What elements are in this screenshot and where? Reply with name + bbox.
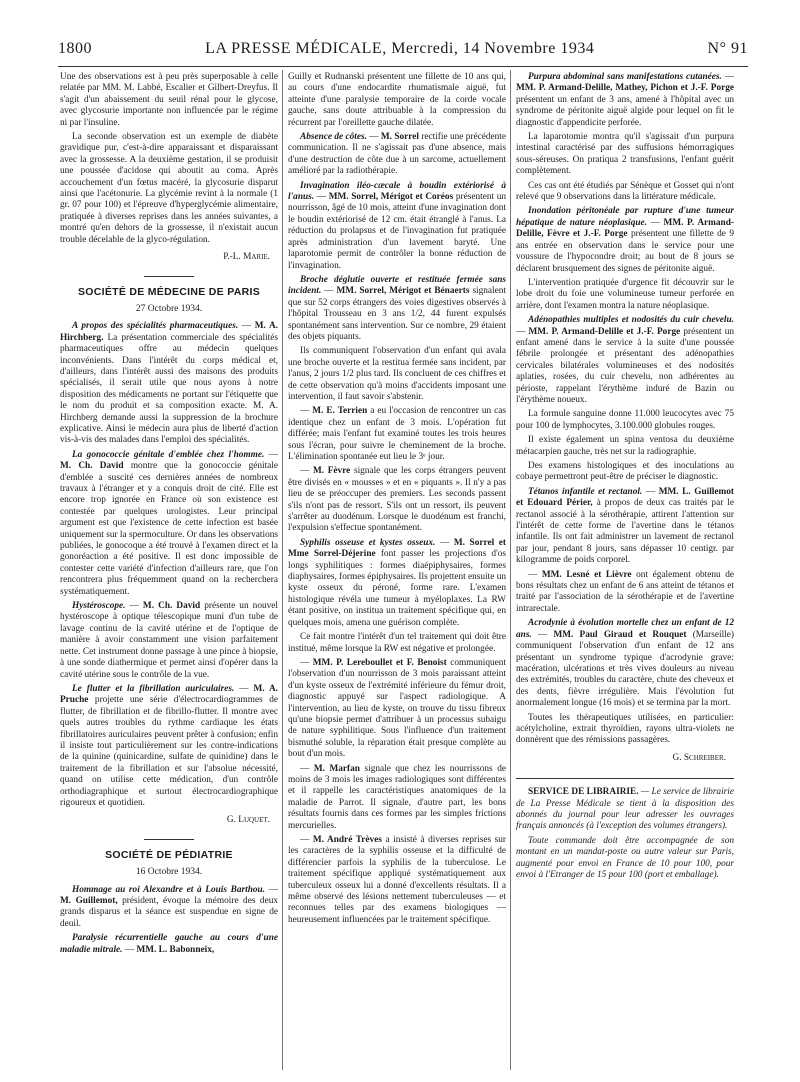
article-title: A propos des spécialités pharmaceutiques. — [72, 321, 239, 332]
article-author: M. Ch. David — [60, 461, 124, 472]
article-body: signale que les corps étrangers peuvent être divisés en « mousses » et en « piquants ». Il n'y a pas lieu de se préoccuper des premiers. Les seconds passent s'ils n'ont pas de ressort. S'ils ont un ressort, ils peuvent s'arrêter au duodénum. Lorsque le duodénum est franchi, l'expulsion s'effectue spontanément. — [288, 466, 506, 534]
article-author: M. Sorrel et Mme Sorrel-Déjerine — [288, 537, 506, 560]
article-body: montre que la gonococcie génitale d'emblée a suscité ces dernières années de nombreux travaux à l'étranger et y a conquis droit de cité. Elle est encore trop ignorée en France où son existence est contestée par quelques urologistes. Leur principal argument est que l'existence de cette infection est basée uniquement sur la spermoculture. Or dans les observations publiées, le gonocoque a été trouvé à l'examen direct et la gonoréaction a été positive. Il est donc impossible de contester cette variété d'infection d'ailleurs rare, que l'on rencontrera plus fréquemment quand on la recherchera systématiquement. — [60, 461, 278, 597]
section-title: SOCIÉTÉ DE PÉDIATRIE — [105, 848, 233, 861]
article-author: M. Ch. David — [142, 601, 201, 612]
session-date: 16 Octobre 1934. — [135, 867, 203, 878]
article-title: Tétanos infantile et rectanol. — [528, 486, 643, 497]
paragraph: Il existe également un spina ventosa du deuxième métacarpien gauche, très net sur la radiographie. — [516, 435, 734, 457]
article-body: a eu l'occasion de rencontrer un cas identique chez un enfant de 3 mois. L'opération fut différée; mais l'enfant fut examiné toutes les trois heures sous l'écran, pour suivre le cheminement de la broche. L'élimination spontanée eut lieu le 3ᵉ jour. — [288, 406, 506, 462]
column-2 — [288, 72, 506, 1072]
article-author: MM. P. Armand-Delille, Fèvre et J.-F. Porge — [516, 217, 734, 240]
article-title: Inondation péritonéale par rupture d'une tumeur hépatique de nature néoplasique. — [516, 206, 734, 228]
article-author: M. Fèvre — [312, 466, 351, 477]
article: Syphilis osseuse et kystes osseux. — M. Sorrel et Mme Sorrel-Déjerine font passer les projections d'os longs syphilitiques : formes diaépiphysaires, formes diaphysaires, formes épiphysaires. Ils projettent ensuite un kyste osseux du péroné, forme rare. L'examen histologique révéla une tumeur à myéloplaxes. La RW étant positive, on institua un traitement spécifique qui, en quelques mois, amena une guérison complète. — [288, 537, 506, 628]
article-body: communiquent l'observation d'un nourrisson de 3 mois paraissant atteint d'un kyste osseux de l'extrémité inférieure du fémur droit, diagnostic appuyé sur l'aspect radiologique. A l'intervention, au lieu de kyste, on trouve du tissu fibreux qu'une biopsie permet d'attribuer à un processus subaigu de nature syphilitique. Sous l'influence d'un traitement bismuthé soluble, la réparation était presque complète au bout d'un mois. — [288, 657, 506, 760]
journal-title: LA PRESSE MÉDICALE, Mercredi, 14 Novembre 1934 — [205, 40, 595, 57]
article: Hommage au roi Alexandre et à Louis Barthou. — M. Guillemot, président, évoque la mémoire des deux grands disparus et la séance est suspendue en signe de deuil. — [60, 884, 278, 929]
article: Adénopathies multiples et nodosités du cuir chevelu. — MM. P. Armand-Delille et J.-F. Porge présentent un enfant amené dans le service à la suite d'une poussée fébrile prolongée et présentant des adénopathies cervicales bilatérales volumineuses et des nodosités aplaties, rosées, du cuir chevelu, non adhérentes au périoste, rappelant l'érythème induré de Bazin ou l'érythème noueux. — [516, 315, 734, 405]
article: A propos des spécialités pharmaceutiques. — M. A. Hirchberg. La présentation commerciale des spécialités pharmaceutiques offre au médecin quelques inconvénients. Dans l'intérêt du corps médical et, d'ailleurs, dans l'intérêt aussi des maisons des produits spécialisés, il serait utile que nous ayons à notre disposition des médicaments ne portant sur l'étiquette que le nom du produit et sa composition exacte. M. A. Hirchberg demande aussi la suppression de la brochure explicative. Ainsi le médecin aura plus de liberté d'action vis-à-vis des malades dans l'emploi des spécialités. — [60, 321, 278, 446]
article-title: Invagination iléo-cæcale à boudin extériorisé à l'anus. — [288, 180, 506, 203]
article: Le flutter et la fibrillation auriculaires. — M. A. Pruche projette une série d'électrocardiogrammes de flutter, de fibrillation et de fibrillo-flutter. Il montre avec quels autres troubles du rythme cardiaque les états fibrillatoires auriculaires peuvent prêter à confusion; enfin il insiste tout particulièrement sur les contre-indications de la quinine (quinicardine, sulfate de quinidine) dans le traitement de la fibrillation et sur l'absolue nécessité, quand on utilise cette médication, d'un contrôle orthodiagraphique et surtout électrocardiographique rigoureux et quotidien. — [60, 683, 278, 808]
article-body: présentent un nourrisson, âgé de 10 mois, atteint d'une invagination dont le boudin extériorisé de 12 cm. était étranglé à l'anus. La réduction du prolapsus et de l'invagination fut pratiquée après administration d'un lavement baryté. Une laparotomie permit de contrôler la bonne réduction de l'invagination. — [288, 192, 506, 271]
article-title: Broche déglutie ouverte et restituée fermée sans incident. — [288, 274, 506, 297]
article-title: Syphilis osseuse et kystes osseux. — [300, 537, 436, 548]
article: — M. André Trèves a insisté à diverses reprises sur les caractères de la syphilis osseuse et la difficulté de différencier parfois la syphilis de la tuberculose. Le traitement spécifique appliqué systématiquement aux tuberculeux osseux lui a donné d'excellents résultats. Il a même observé des lésions nettement tuberculeuses — et reconnues telles par des examens biologiques — heureusement influencées par le traitement spécifique. — [288, 835, 506, 925]
paragraph: La seconde observation est un exemple de diabète gravidique pur, c'est-à-dire apparaissant et disparaissant avec la grossesse. A la deuxième gestation, il se produisit une poussée d'acidose qui aboutit au coma. Après accouchement d'un fœtus macéré, la glycosurie disparut ainsi que l'acétonurie. La glycémie revint à la normale (1 gr. 07 pour 100) et l'épreuve d'hyperglycémie alimentaire, pratiquée à diverses reprises dans les années suivantes, a montré qu'en dehors de la grossesse, il n'existait aucun trouble décelable de la glyco-régulation. — [60, 132, 278, 245]
article-body: rectifie une précédente communication. Il ne s'agissait pas d'une absence, mais d'une destruction de côte due à un sarcome, actuellement amélioré par la radiothérapie. — [288, 132, 506, 177]
article: Broche déglutie ouverte et restituée fermée sans incident. — MM. Sorrel, Mérigot et Bénaerts signalent que sur 52 corps étrangers des voies digestives observés à l'hôpital Trousseau en 3 ans 1/2, 44 furent expulsés spontanément sans intervention. Sur ce nombre, 29 étaient des objets piquants. — [288, 274, 506, 342]
article-title: Acrodynie à évolution mortelle chez un enfant de 12 ans. — [516, 618, 734, 640]
article-author: MM. Lesné et Lièvre — [541, 569, 632, 580]
article-body: présente un nouvel hystéroscope à optique télescopique muni d'un tube de lavage continu de la cavité utérine et de l'optique de manière à avoir constamment une vision parfaitement nette. Cet instrument donne passage à une pince à biopsie, à une sonde diathermique et permet ainsi d'opérer dans la cavité utérine sous le contrôle de la vue. — [60, 601, 278, 680]
article-title: Purpura abdominal sans manifestations cutanées. — [528, 72, 722, 82]
article: Inondation péritonéale par rupture d'une tumeur hépatique de nature néoplasique. — MM. P. Armand-Delille, Fèvre et J.-F. Porge présentent une fillette de 9 ans entrée en observation dans le service pour une voussure de l'hypocondre droit; au bout de 8 jours se déclarent brusquement des signes de péritonite aiguë. — [516, 206, 734, 274]
section-rule — [144, 276, 194, 277]
article-body: La présentation commerciale des spécialités pharmaceutiques offre au médecin quelques inconvénients. Dans l'intérêt du corps médical et, d'ailleurs, dans l'intérêt aussi des maisons des produits spécialisés, il serait utile que nous ayons à notre disposition des médicaments ne portant sur l'étiquette que le nom du produit et sa composition exacte. M. A. Hirchberg demande aussi la suppression de la brochure explicative. Ainsi le médecin aura plus de liberté d'action vis-à-vis des malades dans l'emploi des spécialités. — [60, 332, 278, 446]
paragraph: Toutes les thérapeutiques utilisées, en particulier: acétylcholine, extrait thyroïdien, rayons ultra-violets ne donnèrent que des rémissions passagères. — [516, 712, 734, 746]
author-signature: G. Luquet. — [226, 815, 270, 826]
article-author: MM. P. Armand-Delille et J.-F. Porge — [528, 326, 681, 337]
article-author: M. Sorrel — [380, 132, 419, 143]
paragraph: Guilly et Rudnanski présentent une fillette de 10 ans qui, au cours d'une endocardite rhumatismale aiguë, fut atteinte d'une paralysie temporaire de la corde vocale gauche, sans doute attribuable à la compression du récurrent par l'oreillette gauche dilatée. — [288, 72, 506, 128]
article-body: signale que chez les nourrissons de moins de 3 mois les images radiologiques sont différentes et il rappelle les caractéristiques anatomiques de la maladie de Parrot. Il signale, d'autre part, les bons résultats fournis dans ces formes par les simples frictions mercurielles. — [288, 763, 506, 831]
article: Invagination iléo-cæcale à boudin extériorisé à l'anus. — MM. Sorrel, Mérigot et Coréos présentent un nourrisson, âgé de 10 mois, atteint d'une invagination dont le boudin extériorisé de 12 cm. était étranglé à l'anus. La réduction du prolapsus et de l'invagination fut pratiquée après administration d'un lavement baryté. Une laparotomie permit de contrôler la bonne réduction de l'invagination. — [288, 180, 506, 271]
article-body: ont également obtenu de bons résultats chez un enfant de 6 ans atteint de tétanos et traité par l'association de la sérothérapie et de l'avertine intrarectale. — [516, 569, 734, 614]
article-title: Paralysie récurrentielle gauche au cours d'une maladie mitrale. — [60, 933, 278, 955]
article-author: M. Guillemot, — [60, 896, 118, 906]
article: — M. Marfan signale que chez les nourrissons de moins de 3 mois les images radiologiques sont différentes et il rappelle les caractéristiques anatomiques de la maladie de Parrot. Il signale, d'autre part, les bons résultats fournis dans ces formes par les simples frictions mercurielles. — [288, 763, 506, 831]
session-date: 27 Octobre 1934. — [135, 303, 203, 314]
paragraph: La formule sanguine donne 11.000 leucocytes avec 75 pour 100 de lymphocytes, 3.100.000 globules rouges. — [516, 409, 734, 431]
author-signature: G. Schreiber. — [672, 752, 726, 763]
paragraph: Des examens histologiques et des inoculations au cobaye permettront peut-être de préciser le diagnostic. — [516, 461, 734, 483]
article-author: MM. L. Babonneix, — [136, 944, 215, 955]
article: Hystéroscope. — M. Ch. David présente un nouvel hystéroscope à optique télescopique muni d'un tube de lavage continu de la cavité utérine et de l'optique de manière à avoir constamment une vision parfaitement nette. Cet instrument donne passage à une pince à biopsie, à une sonde diathermique et permet ainsi d'opérer dans la cavité utérine sous le contrôle de la vue. — [60, 601, 278, 680]
article: — MM. Lesné et Lièvre ont également obtenu de bons résultats chez un enfant de 6 ans atteint de tétanos et traité par l'association de la sérothérapie et de l'avertine intrarectale. — [516, 569, 734, 614]
article-title: Absence de côtes. — [300, 132, 367, 143]
article-title: La gonococcie génitale d'emblée chez l'homme. — [72, 449, 265, 460]
article-body: Le service de librairie de La Presse Médicale se tient à la disposition des abonnés du journal pour leur adresser les ouvrages français annoncés (à l'exception des volumes étrangers). — [516, 787, 734, 832]
section-rule — [144, 839, 194, 840]
article-author: MM. P. Lereboullet et F. Benoist — [312, 657, 447, 668]
article-author: MM. L. Guillemot et Edouard Périer, — [516, 486, 734, 509]
article: SERVICE DE LIBRAIRIE. — Le service de librairie de La Presse Médicale se tient à la disposition des abonnés du journal pour leur adresser les ouvrages français annoncés (à l'exception des volumes étrangers). — [516, 787, 734, 832]
article: Paralysie récurrentielle gauche au cours d'une maladie mitrale. — MM. L. Babonneix, — [60, 933, 278, 955]
article-body: président, évoque la mémoire des deux grands disparus et la séance est suspendue en signe de deuil. — [60, 896, 278, 929]
article-body: a insisté à diverses reprises sur les caractères de la syphilis osseuse et la difficulté de différencier parfois la syphilis de la tuberculose. Le traitement spécifique appliqué systématiquement aux tuberculeux osseux lui a donné d'excellents résultats. Il a même observé des lésions nettement tuberculeuses — et reconnues telles par des examens biologiques — heureusement influencées par le traitement spécifique. — [288, 835, 506, 925]
column-3 — [516, 72, 734, 1072]
article: Acrodynie à évolution mortelle chez un enfant de 12 ans. — MM. Paul Giraud et Rouquet (Marseille) communiquent l'observation d'un enfant de 12 ans présentant un syndrome typique d'acrodynie grave: macération, ulcérations et très vives douleurs au niveau des extrémités, troubles du caractère, chute des cheveux et des dents, fièvre irrégulière. Mais l'évolution fut anormalement longue (16 mois) et se termina par la mort. — [516, 618, 734, 709]
author-signature: P.-L. Marie. — [223, 252, 270, 263]
article-body: présentent une fillette de 9 ans entrée en observation dans le service pour une voussure de l'hypocondre droit; au bout de 8 jours se déclarent brusquement des signes de péritonite aiguë. — [516, 229, 734, 274]
article-author: MM. Sorrel, Mérigot et Coréos — [328, 192, 454, 203]
article-title: SERVICE DE LIBRAIRIE. — [528, 787, 639, 798]
issue-number: N° 91 — [707, 40, 748, 57]
article: — M. E. Terrien a eu l'occasion de rencontrer un cas identique chez un enfant de 3 mois. L'opération fut différée; mais l'enfant fut examiné toutes les trois heures sous l'écran, pour suivre le cheminement de la broche. L'élimination spontanée eut lieu le 3ᵉ jour. — [288, 406, 506, 462]
article-author: MM. P. Armand-Delille, Mathey, Pichon et J.-F. Porge — [516, 83, 734, 94]
article-title: Hystéroscope. — [72, 601, 126, 612]
article-title: Hommage au roi Alexandre et à Louis Barthou. — [72, 884, 266, 895]
article-author: M. A. Hirchberg. — [60, 321, 278, 343]
article: Purpura abdominal sans manifestations cutanées. — MM. P. Armand-Delille, Mathey, Pichon et J.-F. Porge présentent un enfant de 3 ans, amené à l'hôpital avec un syndrome de péritonite aiguë algide pour lequel on fit le diagnostic d'appendicite perforée. — [516, 72, 734, 128]
article: Tétanos infantile et rectanol. — MM. L. Guillemot et Edouard Périer, à propos de deux cas traités par le rectanol associé à la sérothérapie, attirent l'attention sur l'intérêt de cette forme de l'avertine dans le tétanos infantile. Ils ont fait administrer un lavement de rectanol par jour, pendant 8 jours, sans dépasser 10 centigr. par kilogramme de poids corporel. — [516, 486, 734, 566]
article: — M. Fèvre signale que les corps étrangers peuvent être divisés en « mousses » et en « piquants ». Il n'y a pas lieu de se préoccuper des premiers. Les seconds passent s'ils n'ont pas de ressort. S'ils ont un ressort, ils peuvent s'arrêter au duodénum. Lorsque le duodénum est franchi, l'expulsion s'effectue spontanément. — [288, 466, 506, 534]
article-author: M. Marfan — [313, 763, 360, 774]
paragraph: Ce fait montre l'intérêt d'un tel traitement qui doit être institué, même lorsque la RW est négative et prolongée. — [288, 632, 506, 654]
article-body: signalent que sur 52 corps étrangers des voies digestives observés à l'hôpital Trousseau en 3 ans 1/2, 44 furent expulsés spontanément sans intervention. Sur ce nombre, 29 étaient des objets piquants. — [288, 286, 506, 342]
article-body: présentent un enfant de 3 ans, amené à l'hôpital avec un syndrome de péritonite aiguë algide pour lequel on fit le diagnostic d'appendicite perforée. — [516, 94, 734, 128]
column-divider — [282, 70, 283, 1070]
column-1 — [60, 72, 278, 1072]
article: Absence de côtes. — M. Sorrel rectifie une précédente communication. Il ne s'agissait pas d'une absence, mais d'une destruction de côte due à un sarcome, actuellement amélioré par la radiothérapie. — [288, 132, 506, 177]
article-author: M. E. Terrien — [312, 406, 368, 417]
section-rule — [516, 778, 734, 779]
article: La gonococcie génitale d'emblée chez l'homme. — M. Ch. David montre que la gonococcie génitale d'emblée a suscité ces dernières années de nombreux travaux à l'étranger et y a conquis droit de cité. Elle est encore trop ignorée en France où son existence est contestée par quelques urologistes. Leur principal argument est que l'existence de cette infection est basée uniquement sur la spermoculture. Or dans les observations publiées, le gonocoque a été trouvé à l'examen direct et la gonoréaction a été positive. Il est donc impossible de contester cette variété d'infection d'ailleurs rare, que l'on rencontrera plus fréquemment quand on la recherchera systématiquement. — [60, 449, 278, 597]
article-body: projette une série d'électrocardiogrammes de flutter, de fibrillation et de fibrillo-flutter. Il montre avec quels autres troubles du rythme cardiaque les états fibrillatoires auriculaires peuvent prêter à confusion; enfin il insiste tout particulièrement sur les contre-indications de la quinine (quinicardine, sulfate de quinidine) dans le traitement de la fibrillation et sur l'absolue nécessité, quand on utilise cette médication, d'un contrôle orthodiagraphique et surtout électrocardiographique rigoureux et quotidien. — [60, 695, 278, 808]
article-title: Le flutter et la fibrillation auriculaires. — [72, 683, 235, 694]
paragraph: Une des observations est à peu près superposable à celle relatée par MM. M. Labbé, Escalier et Gilbert-Dreyfus. Il s'agit d'un abaissement du seuil rénal pour le glycose, avec glycosurie importante non influencée par le régime ni par l'insuline. — [60, 72, 278, 128]
librairie-notice — [516, 787, 734, 881]
article-body: font passer les projections d'os longs syphilitiques : formes diaépiphysaires, formes diaphysaires, formes épiphysaires. Ils projettent ensuite un kyste osseux du péroné, forme rare. L'examen histologique révéla une tumeur à myéloplaxes. La RW étant positive, on institua un traitement spécifique qui, en quelques mois, amena une guérison complète. — [288, 549, 506, 628]
paragraph: Ils communiquent l'observation d'un enfant qui avala une broche ouverte et la restitua fermée sans incident, par l'anus, 2 jours 1/2 plus tard. Ils concluent de ces chiffres et de cette observation qu'à moins d'accidents imposant une intervention, il faut savoir s'abstenir. — [288, 346, 506, 402]
article-body: à propos de deux cas traités par le rectanol associé à la sérothérapie, attirent l'attention sur l'intérêt de cette forme de l'avertine dans le tétanos infantile. Ils ont fait administrer un lavement de rectanol par jour, pendant 8 jours, sans dépasser 10 centigr. par kilogramme de poids corporel. — [516, 498, 734, 566]
article-body: présentent un enfant amené dans le service à la suite d'une poussée fébrile prolongée et présentant des adénopathies cervicales bilatérales volumineuses et des nodosités aplaties, rosées, du cuir chevelu, non adhérentes au périoste, rappelant l'érythème induré de Bazin ou l'érythème noueux. — [516, 326, 734, 405]
article-author: MM. Sorrel, Mérigot et Bénaerts — [336, 286, 470, 297]
article-author: M. André Trèves — [312, 835, 382, 845]
paragraph: Toute commande doit être accompagnée de son montant en un mandat-poste ou autre valeur sur Paris, augmenté pour envoi en France de 10 pour 100, pour envoi à l'Etranger de 15 pour 100 (port et emballage). — [516, 835, 734, 880]
paragraph: Ces cas ont été étudiés par Sénèque et Gosset qui n'ont relevé que 9 observations dans la littérature médicale. — [516, 180, 734, 203]
article-body: (Marseille) communiquent l'observation d'un enfant de 12 ans présentant un syndrome typique d'acrodynie grave: macération, ulcérations et très vives douleurs au niveau des extrémités, troubles du caractère, chute des cheveux et des dents, fièvre irrégulière. Mais l'évolution fut anormalement longue (16 mois) et se termina par la mort. — [516, 629, 734, 709]
section-title: SOCIÉTÉ DE MÉDECINE DE PARIS — [77, 285, 261, 298]
paragraph: La laparotomie montra qu'il s'agissait d'un purpura intestinal caractérisé par des suffusions hémorragiques sous-séreuses. On pratiqua 2 transfusions, l'enfant guérit complètement. — [516, 132, 734, 177]
page-number: 1800 — [58, 40, 92, 57]
page-header — [58, 40, 748, 64]
article-title: Adénopathies multiples et nodosités du cuir chevelu. — [528, 315, 734, 326]
header-rule — [58, 66, 748, 67]
paragraph: L'intervention pratiquée d'urgence fit découvrir sur le lobe droit du foie une volumineuse tumeur perforée en arrière, dont l'examen montra la nature néoplasique. — [516, 277, 734, 311]
article: — MM. P. Lereboullet et F. Benoist communiquent l'observation d'un nourrisson de 3 mois paraissant atteint d'un kyste osseux de l'extrémité inférieure du fémur droit, diagnostic appuyé sur l'aspect radiologique. A l'intervention, au lieu de kyste, on trouve du tissu fibreux qu'une biopsie permet d'attribuer à un processus subaigu de nature syphilitique. Sous l'influence d'un traitement bismuthé soluble, la réparation était presque complète au bout d'un mois. — [288, 657, 506, 760]
article-author: MM. Paul Giraud et Rouquet — [553, 629, 687, 640]
column-divider — [510, 70, 511, 1070]
article-author: M. A. Pruche — [60, 683, 278, 706]
